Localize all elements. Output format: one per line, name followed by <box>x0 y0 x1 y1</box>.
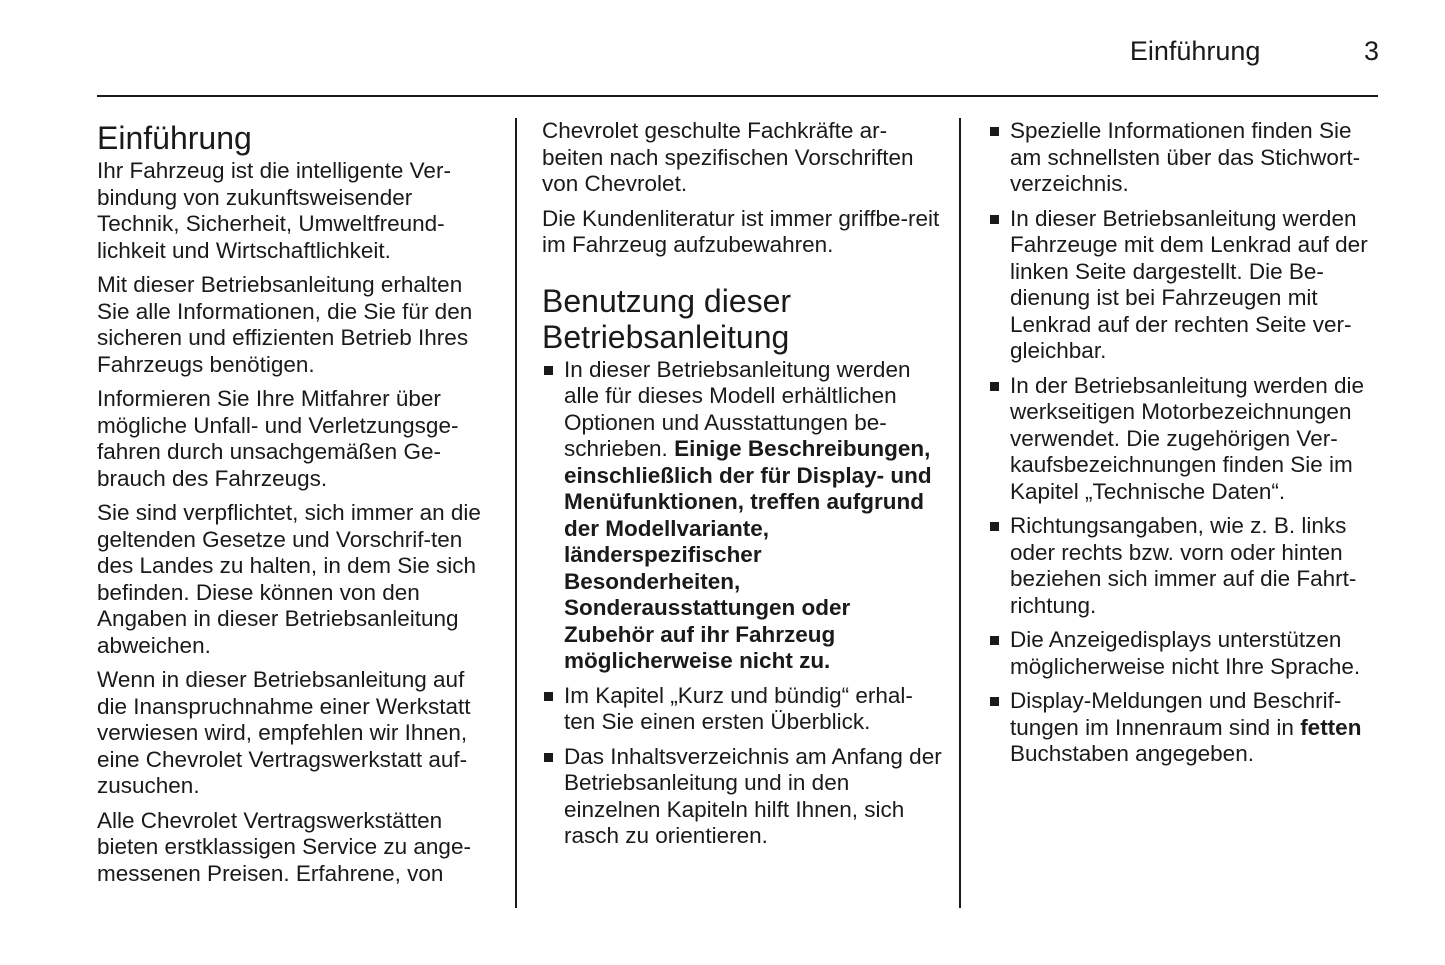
list-item-text: In dieser Betriebsanleitung werden Fahrzeuge mit dem Lenkrad auf der linken Seite dargestellt. Die Be-dienung ist bei Fahrzeugen mit Lenkrad auf der rechten Seite ver-gleichbar. <box>1010 205 1368 363</box>
column-divider <box>515 118 517 908</box>
paragraph: Mit dieser Betriebsanleitung erhalten Sie alle Informationen, die Sie für den sicheren und effizienten Betrieb Ihres Fahrzeugs benötigen. <box>97 272 473 377</box>
square-bullet-icon <box>544 366 553 375</box>
list-item <box>542 683 942 736</box>
column-divider <box>959 118 961 908</box>
list-item-text: In der Betriebsanleitung werden die werkseitigen Motorbezeichnungen verwendet. Die zugehörigen Ver-kaufsbezeichnungen finden Sie im Kapitel „Technische Daten“. <box>1010 372 1364 504</box>
list-item <box>542 744 942 850</box>
paragraph: Chevrolet geschulte Fachkräfte ar-beiten nach spezifischen Vorschriften von Chevrolet. <box>542 118 914 196</box>
section-heading: Einführung <box>97 120 252 156</box>
list-item-text: Im Kapitel „Kurz und bündig“ erhal-ten Sie einen ersten Überblick. <box>564 682 913 734</box>
list-item-text: Das Inhaltsverzeichnis am Anfang der Betriebsanleitung und in den einzelnen Kapiteln hilft Ihnen, sich rasch zu orientieren. <box>564 743 942 848</box>
column-2 <box>542 118 942 858</box>
list-item <box>988 513 1388 619</box>
square-bullet-icon <box>544 753 553 762</box>
list-item <box>988 373 1388 506</box>
bullet-list <box>542 357 942 850</box>
column-3 <box>988 118 1388 776</box>
page-number: 3 <box>1363 36 1379 66</box>
running-head-title: Einführung <box>1129 36 1261 66</box>
list-item <box>988 206 1388 365</box>
square-bullet-icon <box>990 636 999 645</box>
list-item-bold-text: Einige Beschreibungen, einschließlich der für Display- und Menüfunktionen, treffen aufgrund der Modellvariante, länderspezifischer Besonderheiten, Sonderausstattungen oder Zubehör auf ihr Fahrzeug möglicherweise nicht zu. <box>564 436 932 673</box>
subsection-heading <box>542 283 942 355</box>
list-item-text: Display-Meldungen und Beschrif-tungen im Innenraum sind in <box>1010 688 1342 740</box>
paragraph: Alle Chevrolet Vertragswerkstätten bieten erstklassigen Service zu ange-messenen Preisen. Erfahrene, von <box>97 807 471 886</box>
list-item <box>988 688 1388 768</box>
bullet-list <box>988 118 1388 768</box>
square-bullet-icon <box>990 522 999 531</box>
list-item-text: Richtungsangaben, wie z. B. links oder rechts bzw. vorn oder hinten beziehen sich immer auf die Fahrt-richtung. <box>1010 513 1357 618</box>
subsection-heading-line1: Benutzung dieser <box>542 282 792 319</box>
running-head <box>1130 34 1379 68</box>
list-item-text: Die Anzeigedisplays unterstützen möglicherweise nicht Ihre Sprache. <box>1010 627 1361 679</box>
list-item <box>988 118 1388 198</box>
list-item-text: In dieser Betriebsanleitung werden alle für dieses Modell erhältlichen Optionen und Ausstattungen be-schrieben. <box>564 356 911 461</box>
square-bullet-icon <box>544 692 553 701</box>
column-1 <box>97 118 497 895</box>
list-item-text: Buchstaben angegeben. <box>1010 741 1254 766</box>
header-rule <box>97 95 1378 97</box>
paragraph: Wenn in dieser Betriebsanleitung auf die Inanspruchnahme einer Werkstatt verwiesen wird, empfehlen wir Ihnen, eine Chevrolet Vertragswerkstatt auf-zusuchen. <box>97 667 471 798</box>
square-bullet-icon <box>990 215 999 224</box>
paragraph: Sie sind verpflichtet, sich immer an die geltenden Gesetze und Vorschrif-ten des Landes zu halten, in dem Sie sich befinden. Diese können von den Angaben in dieser Betriebsanleitung abweichen. <box>97 500 481 658</box>
list-item-bold-text: fetten <box>1300 714 1362 740</box>
paragraph: Informieren Sie Ihre Mitfahrer über mögliche Unfall- und Verletzungsge-fahren durch unsachgemäßen Ge-brauch des Fahrzeugs. <box>97 386 459 491</box>
paragraph: Ihr Fahrzeug ist die intelligente Ver-bindung von zukunftsweisender Technik, Sicherheit, Umweltfreund-lichkeit und Wirtschaftlichkeit. <box>97 158 451 263</box>
square-bullet-icon <box>990 697 999 706</box>
list-item <box>542 357 942 675</box>
list-item-text: Spezielle Informationen finden Sie am schnellsten über das Stichwort-verzeichnis. <box>1010 118 1361 196</box>
square-bullet-icon <box>990 382 999 391</box>
subsection-heading-line2: Betriebsanleitung <box>542 318 790 355</box>
list-item <box>988 627 1388 680</box>
paragraph: Die Kundenliteratur ist immer griffbe-reit im Fahrzeug aufzubewahren. <box>542 205 940 257</box>
square-bullet-icon <box>990 127 999 136</box>
